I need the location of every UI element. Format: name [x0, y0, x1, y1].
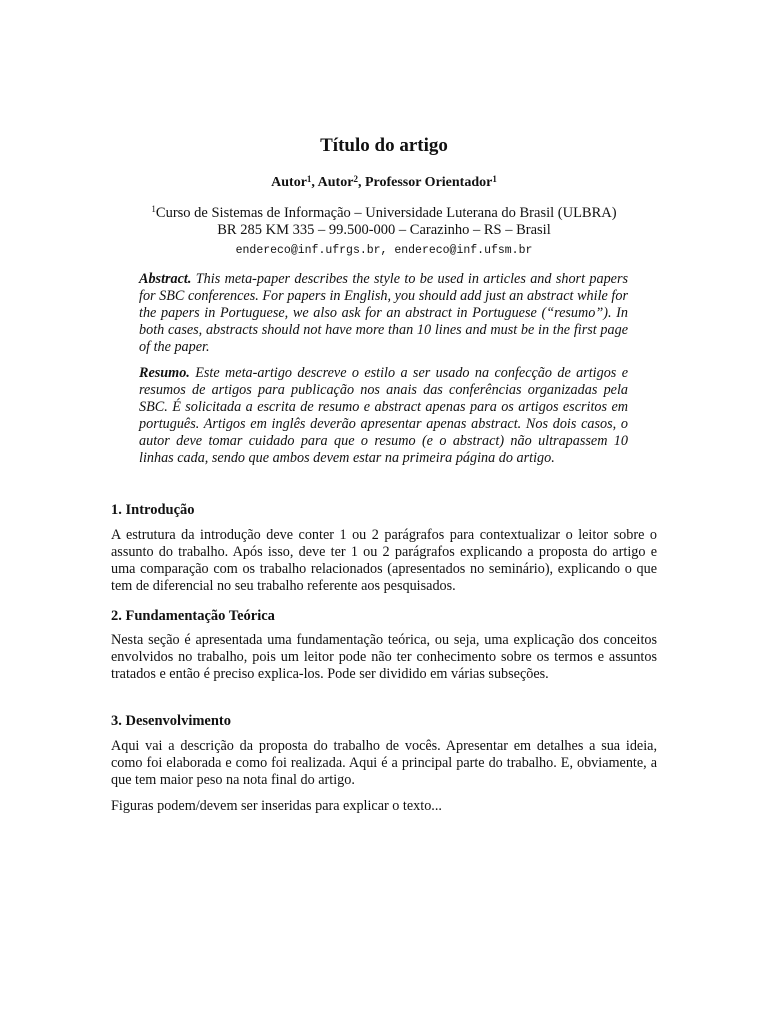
section-heading-desenvolvimento: 3. Desenvolvimento — [111, 713, 232, 729]
section-heading-introducao: 1. Introdução — [111, 502, 195, 518]
affiliation-mark: 1 — [151, 204, 156, 214]
abstract — [139, 271, 628, 356]
affiliation-institution: Curso de Sistemas de Informação – Universidade Luterana do Brasil (ULBRA) — [155, 205, 617, 221]
author-name: Autor — [317, 175, 354, 190]
author-name: Autor — [271, 175, 307, 190]
resumo-label: Resumo. — [139, 365, 190, 381]
abstract-text: This meta-paper describes the style to be used in articles and short papers for SBC conferences. For papers in English, you should add just an abstract while for the papers in Portuguese, we also ask for an abstract in Portuguese (“resumo”). In both cases, abstracts should not have more than 10 lines and must be in the first page of the paper. — [139, 271, 629, 355]
author-emails: endereco@inf.ufrgs.br, endereco@inf.ufsm.br — [235, 244, 533, 257]
abstract-label: Abstract. — [139, 271, 192, 287]
resumo — [139, 365, 628, 467]
author-affiliation-mark: 1 — [306, 174, 312, 184]
introducao-paragraph: A estrutura da introdução deve conter 1 ou 2 parágrafos para contextualizar o leitor sobre o assunto do trabalho. Após isso, deve ter 1 ou 2 parágrafos explicando a proposta do artigo e uma comparação com os trabalho relacionados (apresentados no seminário), explicando o que tem de diferencial no seu trabalho referente aos pesquisados. — [111, 527, 657, 594]
author-affiliation-mark: 2 — [353, 174, 358, 184]
author-name: Professor Orientador — [364, 175, 493, 190]
author-line — [0, 175, 768, 191]
author-separator: , — [311, 175, 318, 190]
fundamentacao-paragraph: Nesta seção é apresentada uma fundamentação teórica, ou seja, uma explicação dos conceitos envolvidos no trabalho, pois um leitor pode não ter conhecimento sobre os termos e assuntos tratados e então é preciso explica-los. Pode ser dividido em várias subseções. — [111, 632, 657, 682]
resumo-text: Este meta-artigo descreve o estilo a ser usado na confecção de artigos e resumos de artigos para publicação nos anais das conferências organizadas pela SBC. É solicitada a escrita de resumo e abstract apenas para os artigos escritos em português. Artigos em inglês deverão apresentar apenas abstract. Nos dois casos, o autor deve tomar cuidado para que o resumo (e o abstract) não ultrapassem 10 linhas cada, sendo que ambos devem estar na primeira página do artigo. — [139, 365, 628, 466]
desenvolvimento-paragraph: Aqui vai a descrição da proposta do trabalho de vocês. Apresentar em detalhes a sua ideia, como foi elaborada e como foi realizada. Aqui é a principal parte do trabalho. E, obviamente, a que tem maior peso na nota final do artigo. — [111, 738, 657, 788]
affiliation — [0, 205, 768, 239]
affiliation-line-1 — [0, 205, 768, 222]
paper-title: Título do artigo — [320, 135, 448, 156]
author-affiliation-mark: 1 — [492, 174, 497, 184]
section-heading-fundamentacao: 2. Fundamentação Teórica — [111, 608, 275, 624]
desenvolvimento-paragraph: Figuras podem/devem ser inseridas para explicar o texto... — [111, 798, 442, 814]
author-separator: , — [357, 175, 365, 190]
affiliation-address: BR 285 KM 335 – 99.500-000 – Carazinho – RS – Brasil — [217, 222, 551, 238]
